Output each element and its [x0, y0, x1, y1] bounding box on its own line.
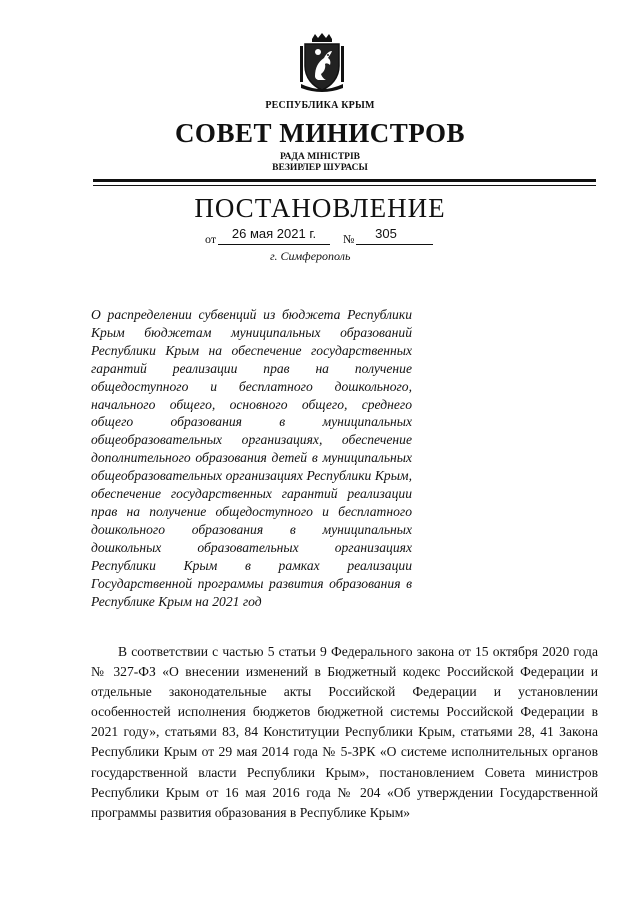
decree-number: 305 — [375, 226, 397, 241]
council-name: СОВЕТ МИНИСТРОВ — [174, 118, 466, 148]
council-name-ukrainian: РАДА МІНІСТРІВ — [279, 152, 360, 162]
number-label: № — [343, 232, 355, 246]
date-underline — [218, 244, 330, 245]
council-name-crimean-tatar: ВЕЗИРЛЕР ШУРАСЫ — [272, 163, 368, 173]
coat-of-arms-icon — [291, 32, 353, 94]
decree-type: ПОСТАНОВЛЕНИЕ — [194, 193, 446, 223]
decree-city: г. Симферополь — [270, 249, 351, 263]
decree-date: 26 мая 2021 г. — [231, 226, 317, 241]
number-underline — [356, 244, 433, 245]
republic-name: РЕСПУБЛИКА КРЫМ — [265, 100, 375, 111]
header-divider-thin — [93, 185, 596, 186]
header-divider-thick — [93, 179, 596, 182]
decree-title: О распределении субвенций из бюджета Республики Крым бюджетам муниципальных образований Республики Крым на обеспечение государственных гарантий реализации прав на получение общедоступного и бесплатного дошкольного, начального общего, основного общего, среднего общего образования в муниципальных общеобразовательных организациях, обеспечение дополнительного образования детей в муниципальных общеобразовательных организациях Республики Крым, обеспечение государственных гарантий реализации прав на получение общедоступного и бесплатного дошкольного образования в муниципальных дошкольных образовательных организациях Республики Крым в рамках реализации Государственной программы развития образования в Республике Крым на 2021 год — [91, 307, 412, 609]
decree-preamble: В соответствии с частью 5 статьи 9 Федерального закона от 15 октября 2020 года № 327-ФЗ «О внесении изменений в Бюджетный кодекс Российской Федерации и отдельные законодательные акты Российской Федерации и установлении особенностей исполнения бюджетов бюджетной системы Российской Федерации в 2021 году», статьями 83, 84 Конституции Республики Крым, статьями 28, 41 Закона Республики Крым от 29 мая 2014 года № 5-ЗРК «О системе исполнительных органов государственной власти Республики Крым», постановлением Совета министров Республики Крым от 16 мая 2016 года № 204 «Об утверждении Государственной программы развития образования в Республике Крым» — [91, 644, 598, 820]
date-label: от — [205, 232, 217, 246]
